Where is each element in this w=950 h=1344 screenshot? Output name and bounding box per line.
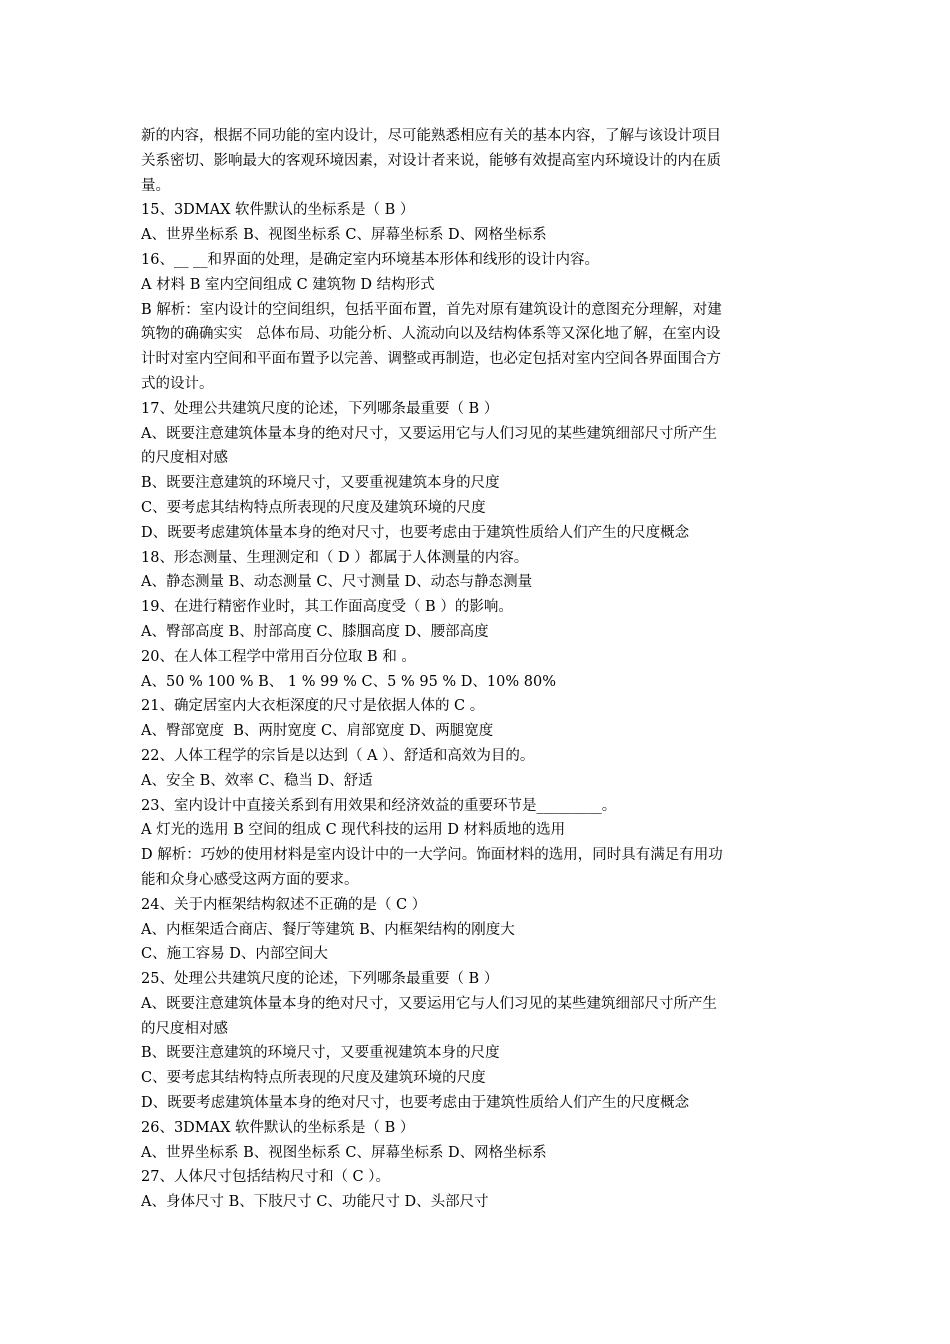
question-line: 16、__ __和界面的处理，是确定室内环境基本形体和线形的设计内容。 — [141, 251, 600, 268]
options-line: 的尺度相对感 — [141, 450, 228, 467]
explanation-line: 计时对室内空间和平面布置予以完善、调整或再制造，也必定包括对室内空间各界面围合方 — [141, 351, 721, 368]
explanation-line: B 解析：室内设计的空间组织，包括平面布置，首先对原有建筑设计的意图充分理解，对建 — [141, 301, 722, 318]
options-line: A、臀部宽度 B、两肘宽度 C、肩部宽度 D、两腿宽度 — [141, 723, 494, 740]
options-line: 的尺度相对感 — [141, 1020, 228, 1037]
question-line: 22、人体工程学的宗旨是以达到（ A ）、舒适和高效为目的。 — [141, 747, 535, 764]
options-line: A 灯光的选用 B 空间的组成 C 现代科技的运用 D 材料质地的选用 — [141, 822, 566, 839]
question-line: 25、处理公共建筑尺度的论述，下列哪条最重要（ B ） — [141, 971, 499, 988]
text-line: 关系密切、影响最大的客观环境因素，对设计者来说，能够有效提高室内环境设计的内在质 — [141, 152, 721, 169]
options-line: A、静态测量 B、动态测量 C、尺寸测量 D、动态与静态测量 — [141, 574, 533, 591]
question-line: 20、在人体工程学中常用百分位取 B 和 。 — [141, 648, 416, 665]
explanation-line: 筑物的确确实实 总体布局、功能分析、人流动向以及结构体系等又深化地了解，在室内设 — [141, 326, 721, 343]
explanation-line: 能和众身心感受这两方面的要求。 — [141, 871, 359, 888]
text-line: 新的内容，根据不同功能的室内设计，尽可能熟悉相应有关的基本内容，了解与该设计项目 — [141, 128, 721, 144]
question-line: 23、室内设计中直接关系到有用效果和经济效益的重要环节是_________。 — [141, 797, 617, 814]
options-line: A、世界坐标系 B、视图坐标系 C、屏幕坐标系 D、网格坐标系 — [141, 227, 547, 244]
options-line: A、世界坐标系 B、视图坐标系 C、屏幕坐标系 D、网格坐标系 — [141, 1144, 547, 1161]
text-line: 量。 — [141, 177, 170, 194]
explanation-line: D 解析：巧妙的使用材料是室内设计中的一大学问。饰面材料的选用，同时具有满足有用功 — [141, 847, 723, 864]
options-line: A、身体尺寸 B、下肢尺寸 C、功能尺寸 D、头部尺寸 — [141, 1194, 489, 1211]
question-line: 21、确定居室内大衣柜深度的尺寸是依据人体的 C 。 — [141, 698, 485, 715]
options-line: C、要考虑其结构特点所表现的尺度及建筑环境的尺度 — [141, 1070, 486, 1087]
question-line: 18、形态测量、生理测定和（ D ）都属于人体测量的内容。 — [141, 549, 529, 566]
question-line: 17、处理公共建筑尺度的论述，下列哪条最重要（ B ） — [141, 400, 499, 417]
question-line: 27、人体尺寸包括结构尺寸和（ C ）。 — [141, 1169, 391, 1186]
question-line: 26、3DMAX 软件默认的坐标系是（ B ） — [141, 1119, 415, 1136]
options-line: D、既要考虑建筑体量本身的绝对尺寸，也要考虑由于建筑性质给人们产生的尺度概念 — [141, 1095, 690, 1112]
options-line: C、要考虑其结构特点所表现的尺度及建筑环境的尺度 — [141, 499, 486, 516]
question-line: 15、3DMAX 软件默认的坐标系是（ B ） — [141, 202, 415, 219]
options-line: A、安全 B、效率 C、稳当 D、舒适 — [141, 772, 373, 789]
options-line: B、既要注意建筑的环境尺寸，又要重视建筑本身的尺度 — [141, 475, 500, 492]
question-line: 19、在进行精密作业时，其工作面高度受（ B ）的影响。 — [141, 599, 513, 616]
options-line: A、50 % 100 % B、 1 % 99 % C、5 % 95 % D、10% 80% — [141, 673, 556, 690]
options-line: B、既要注意建筑的环境尺寸，又要重视建筑本身的尺度 — [141, 1045, 500, 1062]
options-line: A、臀部高度 B、肘部高度 C、膝腘高度 D、腰部高度 — [141, 623, 489, 640]
options-line: C、施工容易 D、内部空间大 — [141, 946, 328, 963]
explanation-line: 式的设计。 — [141, 375, 214, 392]
options-line: A、既要注意建筑体量本身的绝对尺寸，又要运用它与人们习见的某些建筑细部尺寸所产生 — [141, 995, 717, 1012]
options-line: A 材料 B 室内空间组成 C 建筑物 D 结构形式 — [141, 276, 435, 293]
document-body — [141, 124, 821, 1215]
question-line: 24、关于内框架结构叙述不正确的是（ C ） — [141, 896, 427, 913]
options-line: A、既要注意建筑体量本身的绝对尺寸，又要运用它与人们习见的某些建筑细部尺寸所产生 — [141, 425, 717, 442]
options-line: D、既要考虑建筑体量本身的绝对尺寸，也要考虑由于建筑性质给人们产生的尺度概念 — [141, 524, 690, 541]
options-line: A、内框架适合商店、餐厅等建筑 B、内框架结构的刚度大 — [141, 921, 515, 938]
